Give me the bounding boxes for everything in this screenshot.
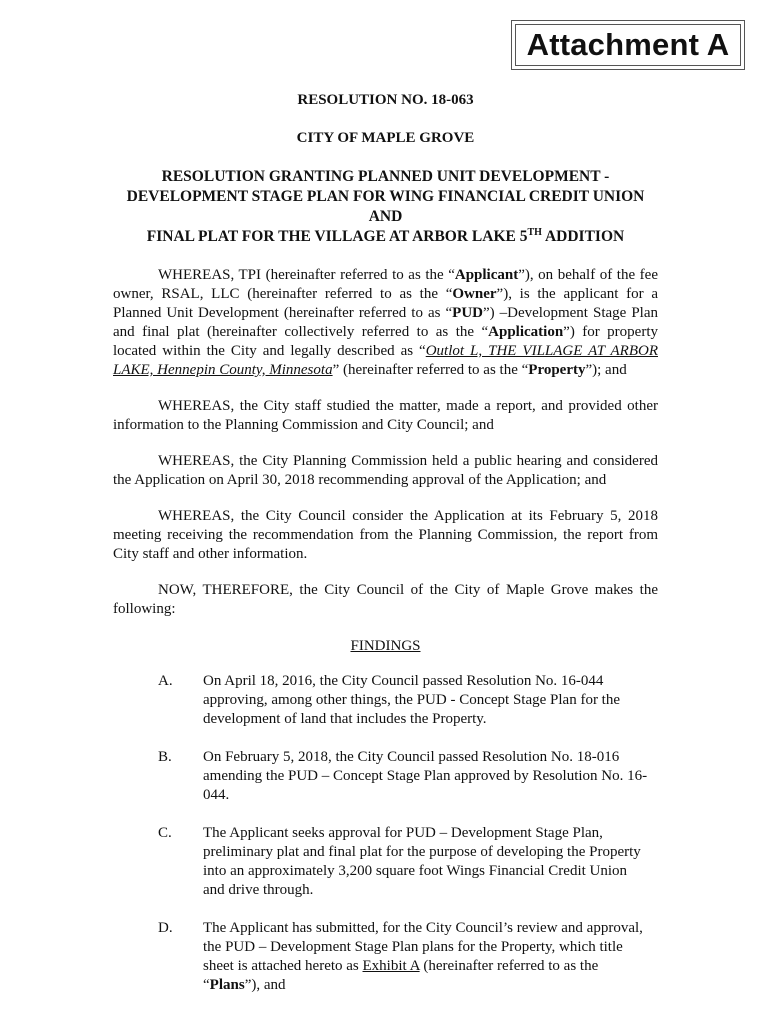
whereas-paragraph-4: WHEREAS, the City Council consider the Application at its February 5, 2018 meeting receiving the recommendation from the Planning Commission, the report from City staff and other information. [113,508,658,562]
title-line-1: RESOLUTION GRANTING PLANNED UNIT DEVELOPMENT - [161,168,610,185]
defined-term-plans: Plans [209,977,245,993]
whereas-paragraph-2: WHEREAS, the City staff studied the matter, made a report, and provided other information to the Planning Commission and City Council; and [113,398,658,433]
finding-text [203,919,658,995]
defined-term-application: Application [488,324,564,340]
text-run: ” (hereinafter referred to as the “ [332,362,529,378]
text-run: (hereinafter referred to as the “ [203,958,599,993]
text-run: WHEREAS, TPI (hereinafter referred to as the “ [158,267,455,283]
finding-letter: D. [158,920,173,936]
finding-item [158,748,658,805]
now-therefore-paragraph: NOW, THEREFORE, the City Council of the City of Maple Grove makes the following: [113,582,658,617]
defined-term-pud: PUD [452,305,483,321]
whereas-paragraph-3: WHEREAS, the City Planning Commission held a public hearing and considered the Application on April 30, 2018 recommending approval of the Application; and [113,453,658,488]
exhibit-reference: Exhibit A [362,958,420,974]
defined-term-applicant: Applicant [454,267,519,283]
finding-text: On April 18, 2016, the City Council passed Resolution No. 16-044 approving, among other things, the PUD - Concept Stage Plan for the development of land that includes the Property. [203,673,621,727]
city-name: CITY OF MAPLE GROVE [296,130,475,146]
defined-term-property: Property [528,362,586,378]
finding-item [158,672,658,729]
title-line-2: DEVELOPMENT STAGE PLAN FOR WING FINANCIAL CREDIT UNION AND [126,188,645,225]
text-run: ”) –Development Stage Plan and final plat (hereinafter collectively referred to as the “ [113,305,658,340]
text-run: ”), is the applicant for a Planned Unit Development (hereinafter referred to as “ [113,286,659,321]
whereas-paragraph-1 [113,266,658,380]
finding-text: On February 5, 2018, the City Council passed Resolution No. 18-016 amending the PUD – Concept Stage Plan approved by Resolution No. 16-044. [203,749,648,803]
text-run: ”), on behalf of the fee owner, RSAL, LLC (hereinafter referred to as the “ [113,267,658,302]
text-run: The Applicant has submitted, for the City Council’s review and approval, the PUD – Development Stage Plan plans for the Property, which title sheet is attached hereto as [203,920,643,974]
finding-letter: A. [158,673,173,689]
attachment-label: Attachment A [515,24,741,66]
title-line-3 [113,227,658,247]
resolution-document [113,91,658,995]
text-run: ”); and [585,362,627,378]
findings-heading: FINDINGS [350,638,421,654]
title-line-3-end: ADDITION [541,228,625,245]
resolution-title [113,167,658,247]
text-run: ”) for property located within the City and legally described as “ [113,324,658,359]
attachment-label-box [511,20,745,70]
title-superscript: TH [527,226,542,238]
text-run: ”), and [244,977,286,993]
finding-item [158,919,658,995]
finding-letter: B. [158,749,172,765]
legal-description: Outlot L, THE VILLAGE AT ARBOR LAKE, Hennepin County, Minnesota [113,343,658,378]
finding-text: The Applicant seeks approval for PUD – Development Stage Plan, preliminary plat and final plat for the purpose of developing the Property into an approximately 3,200 square foot Wings Financial Credit Union and drive through. [203,825,641,898]
resolution-number: RESOLUTION NO. 18-063 [297,92,474,108]
finding-item [158,824,658,900]
defined-term-owner: Owner [452,286,497,302]
finding-letter: C. [158,825,172,841]
title-line-3-text: FINAL PLAT FOR THE VILLAGE AT ARBOR LAKE 5 [146,228,528,245]
